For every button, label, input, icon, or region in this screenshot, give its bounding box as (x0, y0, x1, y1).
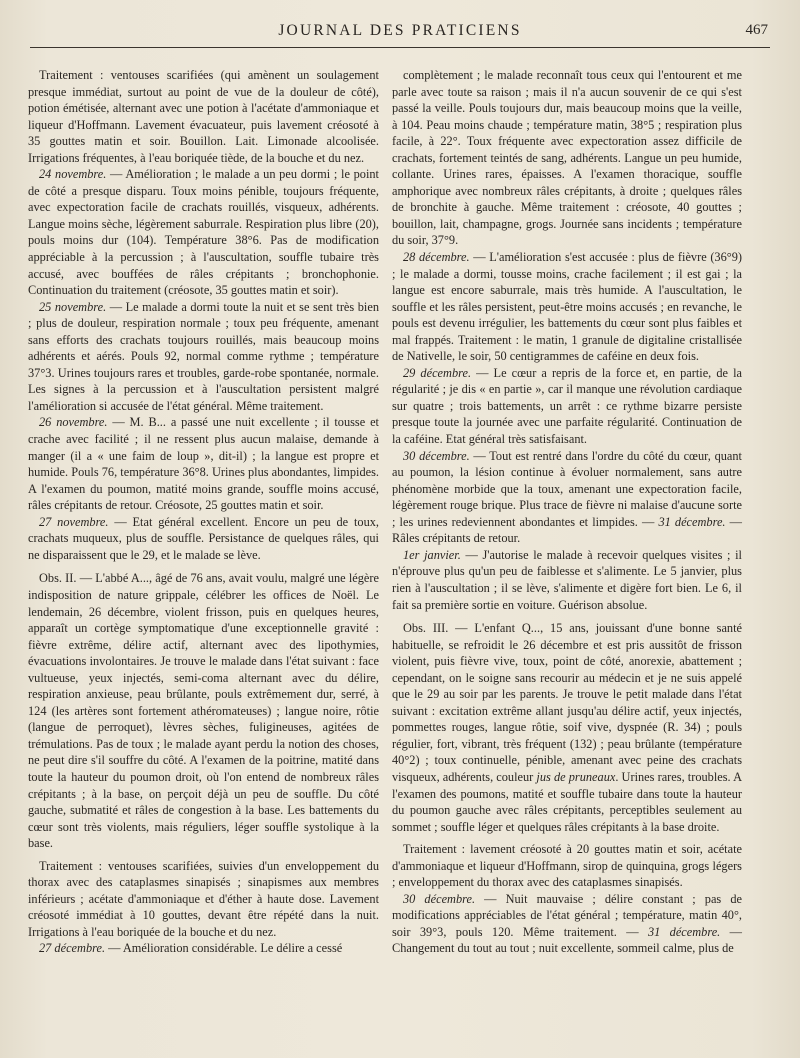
paragraph: complètement ; le malade reconnaît tous ceux qui l'entourent et me parle avec toute sa raison ; mais il n'a aucun souvenir de ce qui s'est passé la veille. Pouls toujours dur, mais beaucoup moins que la veille, à 104. Peau moins chaude ; température matin, 38°5 ; respiration plus facile, à 22°. Toux fréquente avec expectoration assez difficile de crachats, fortement teintés de sang, adhérents. Langue un peu humide, collante. Urines rares, épaisses. A l'examen thoracique, souffle amphorique avec nombreux râles crépitants, à droite ; quelques râles de bronchite à gauche. Même traitement : créosote, 40 gouttes ; bouillon, lait, champagne, grogs. Journée sans incidents ; température du soir, 37°9. (392, 68, 742, 248)
entry-date: 30 décembre. (403, 891, 476, 906)
paragraph (392, 841, 742, 891)
paragraph-text: — J'autorise le malade à recevoir quelques visites ; il n'éprouve plus qu'un peu de faiblesse et s'alimente. Le 5 janvier, plus rien à l'auscultation ; il se lève, s'alimente et digère fort bien. Le 6, il fait sa première sortie en voiture. Guérison absolue. (392, 547, 742, 612)
entry-date: 31 décembre. (647, 924, 721, 939)
left-column (28, 67, 379, 957)
paragraph (28, 299, 379, 415)
paragraph-text: — Nuit mauvaise ; délire constant ; pas de modifications appréciables de l'état général ; température, matin 40°, soir 39°3, pouls 120. Même traitement. — (392, 891, 742, 939)
right-column (392, 67, 742, 957)
entry-date: 29 décembre. (403, 365, 472, 380)
paragraph-text: Traitement : ventouses scarifiées, suivies d'un enveloppement du thorax avec des cataplasmes sinapisés ; sinapismes aux membres inférieurs ; acétate d'ammoniaque et d'éther à haute dose. Lavement créosoté immédiat à 10 gouttes, devant être répété dans la nuit. Irrigations à l'eau boriquée de la bouche et du nez. (28, 858, 379, 939)
paragraph (28, 514, 379, 564)
entry-date: 31 décembre. (658, 514, 726, 529)
italic-term: jus de pruneaux (536, 769, 616, 784)
paragraph-text: . Urines rares, troubles. A l'examen des poumons, matité et souffle tubaire dans toute la hauteur du poumon gauche avec râles crépitants, perceptibles seulement au sommet ; souffle léger et quelques râles crépitants à la base droite. (392, 769, 742, 834)
paragraph-text: — Tout est rentré dans l'ordre du côté du cœur, quant au poumon, la lésion continue à évoluer normalement, sans autre phénomène morbide que la toux, amenant une expectoration facile, légèrement rouge brique. Plus trace de fièvre ni malaise d'aucune sorte ; les urines redeviennent abondantes et limpides. — (392, 448, 742, 529)
running-header (30, 18, 770, 44)
paragraph-text: — Le cœur a repris de la force et, en partie, de la régularité ; je dis « en partie », car il manque une révolution cardiaque sur quatre ; trois battements, un arrêt : ce rythme bizarre persiste presque toute la journée avec une parfaite régularité. Continuation de la caféine. Etat général très satisfaisant. (392, 365, 742, 447)
paragraph (28, 940, 379, 957)
entry-date: 27 novembre. (39, 514, 109, 529)
paragraph (28, 166, 379, 298)
entry-date: 27 décembre. (39, 941, 106, 956)
paragraph (392, 249, 742, 365)
header-rule (30, 47, 770, 48)
paragraph (392, 547, 742, 613)
paragraph-text: — M. B... a passé une nuit excellente ; il tousse et crache avec facilité ; il ne ressent plus aucun malaise, demande à manger (il a « une faim de loup », dit-il) ; la langue est propre et humide. Pouls 76, température 36°8. Urines plus abondantes, limpides. A l'examen du poumon, matité moins grande, souffle moins accusé, râles crépitants de retour. Créosote, 25 gouttes matin et soir. (28, 415, 379, 513)
paragraph-text: Obs. II. — L'abbé A..., âgé de 76 ans, avait voulu, malgré une légère indisposition de nature grippale, célébrer les offices de Noël. Le lendemain, 26 décembre, violent frisson, puis en quelques heures, apparaît un cortège symptomatique d'une exceptionnelle gravité : fièvre extrême, délire actif, alternant avec des lipothymies, évacuations involontaires. Je trouve le malade dans l'état suivant : face vultueuse, yeux injectés, semi-coma alternant avec du délire, respiration anxieuse, peau brûlante, pouls extrêmement dur, serré, à 124 (les artères sont fortement athéromateuses) ; langue noire, rôtie (langue de perroquet), lèvres sèches, fuligineuses, agitées de trémulations. Pas de toux ; le malade ayant perdu la notion des choses, ne peut dire s'il souffre du côté. A l'examen de la poitrine, matité dans toute la hauteur du poumon droit, où l'on entend de nombreux râles crépitants ; à la base, on perçoit déjà un peu de souffle. Du côté gauche, submatité et râles de congestion à la base. Les battements du cœur sont très violents, mais réguliers, léger souffle systolique à la base. (28, 571, 379, 851)
paragraph-text: Traitement : lavement créosoté à 20 gouttes matin et soir, acétate d'ammoniaque et liqueur d'Hoffmann, sirop de quinquina, grogs légers ; enveloppement du thorax avec des cataplasmes sinapisés. (392, 842, 742, 890)
paragraph-text: — Le malade a dormi toute la nuit et se sent très bien ; plus de douleur, respiration normale ; toux peu fréquente, amenant sans efforts des crachats toujours rouillés, mais beaucoup moins adhérents et aérés. Pouls 92, normal comme rythme ; température 37°3. Urines toujours rares et troubles, garde-robe spontanée, normale. Les signes à la percussion et à l'auscultation persistent malgré l'amélioration si accusée de l'état général. Même traitement. (28, 299, 380, 413)
entry-date: 1er janvier. (403, 547, 461, 562)
entry-date: 24 novembre. (39, 167, 107, 182)
paragraph (28, 858, 379, 941)
paragraph (392, 365, 742, 448)
paragraph-text: — Etat général excellent. Encore un peu de toux, crachats muqueux, plus de souffle. Persistance de quelques râles, qui ne disparaissent que le 29, et le malade se lève. (28, 514, 379, 562)
entry-date: 30 décembre. (403, 448, 470, 463)
entry-date: 25 novembre. (39, 299, 107, 314)
paragraph (392, 891, 742, 957)
paragraph-text: — Amélioration ; le malade a un peu dormi ; le point de côté a presque disparu. Toux moins pénible, toujours fréquente, avec expectoration facile de crachats rouillés, visqueux, adhérents. Langue moins sèche, légèrement saburrale. Respiration plus libre (20), pouls moins dur (104). Température 38°6. Pas de modification appréciable à la percussion ; à l'auscultation, souffle tubaire très accusé, avec bouffées de râles crépitants ; bronchophonie. Continuation du traitement (créosote, 35 gouttes matin et soir). (28, 167, 379, 298)
entry-date: 26 novembre. (39, 415, 108, 430)
paragraph (392, 620, 742, 835)
page-number: 467 (745, 22, 768, 38)
paragraph-text: Obs. III. — L'enfant Q..., 15 ans, jouissant d'une bonne santé habituelle, se refroidit le 26 décembre et est pris aussitôt de frisson violent, puis fièvre vive, toux, point de côté, anorexie, abattement ; cependant, on le soigne sans recourir au médecin et je ne suis appelé que le 29 au soir par les parents. Je trouve le petit malade dans l'état suivant : excitation extrême allant jusqu'au délire actif, yeux injectés, pommettes rouges, langue rôtie, soif vive, dyspnée (R. 34) ; pouls régulier, fort, vibrant, très fréquent (132) ; peau brûlante (température 40°2) ; toux continuelle, pénible, amenant avec peine des crachats visqueux, adhérents, couleur (392, 621, 742, 784)
paragraph: Traitement : ventouses scarifiées (qui amènent un soulagement presque immédiat, surtout au point de vue de la douleur de côté), potion émétisée, alternant avec une potion à l'acétate d'ammoniaque et liqueur d'Hoffmann. Lavement évacuateur, puis lavement créosoté à 35 gouttes matin et soir. Bouillon. Lait. Limonade alcoolisée. Irrigations fréquentes, à l'eau boriquée tiède, de la bouche et du nez. (28, 68, 379, 165)
paragraph-text: — Changement du tout au tout ; nuit excellente, sommeil calme, plus de (392, 924, 742, 956)
paragraph-text: — Amélioration considérable. Le délire a cessé (105, 941, 343, 956)
journal-title: JOURNAL DES PRATICIENS (278, 22, 522, 39)
paragraph-text: — Râles crépitants de retour. (392, 514, 742, 546)
entry-date: 28 décembre. (403, 250, 470, 265)
paragraph-text: — L'amélioration s'est accusée : plus de fièvre (36°9) ; le malade a dormi, tousse moins, crache facilement ; il est gai ; la langue est encore saburrale, mais très humide. A l'auscultation, le souffle et les râles persistent, peut-être moins accusés ; en revanche, le pouls est devenu irrégulier, les battements du cœur sont plus faibles et mal frappés. Traitement : le matin, 1 granule de digitaline cristallisée de Nativelle, le soir, 50 centigrammes de caféine en deux fois. (392, 250, 742, 364)
paragraph (28, 570, 379, 851)
paragraph (392, 448, 742, 547)
paragraph (28, 414, 379, 513)
